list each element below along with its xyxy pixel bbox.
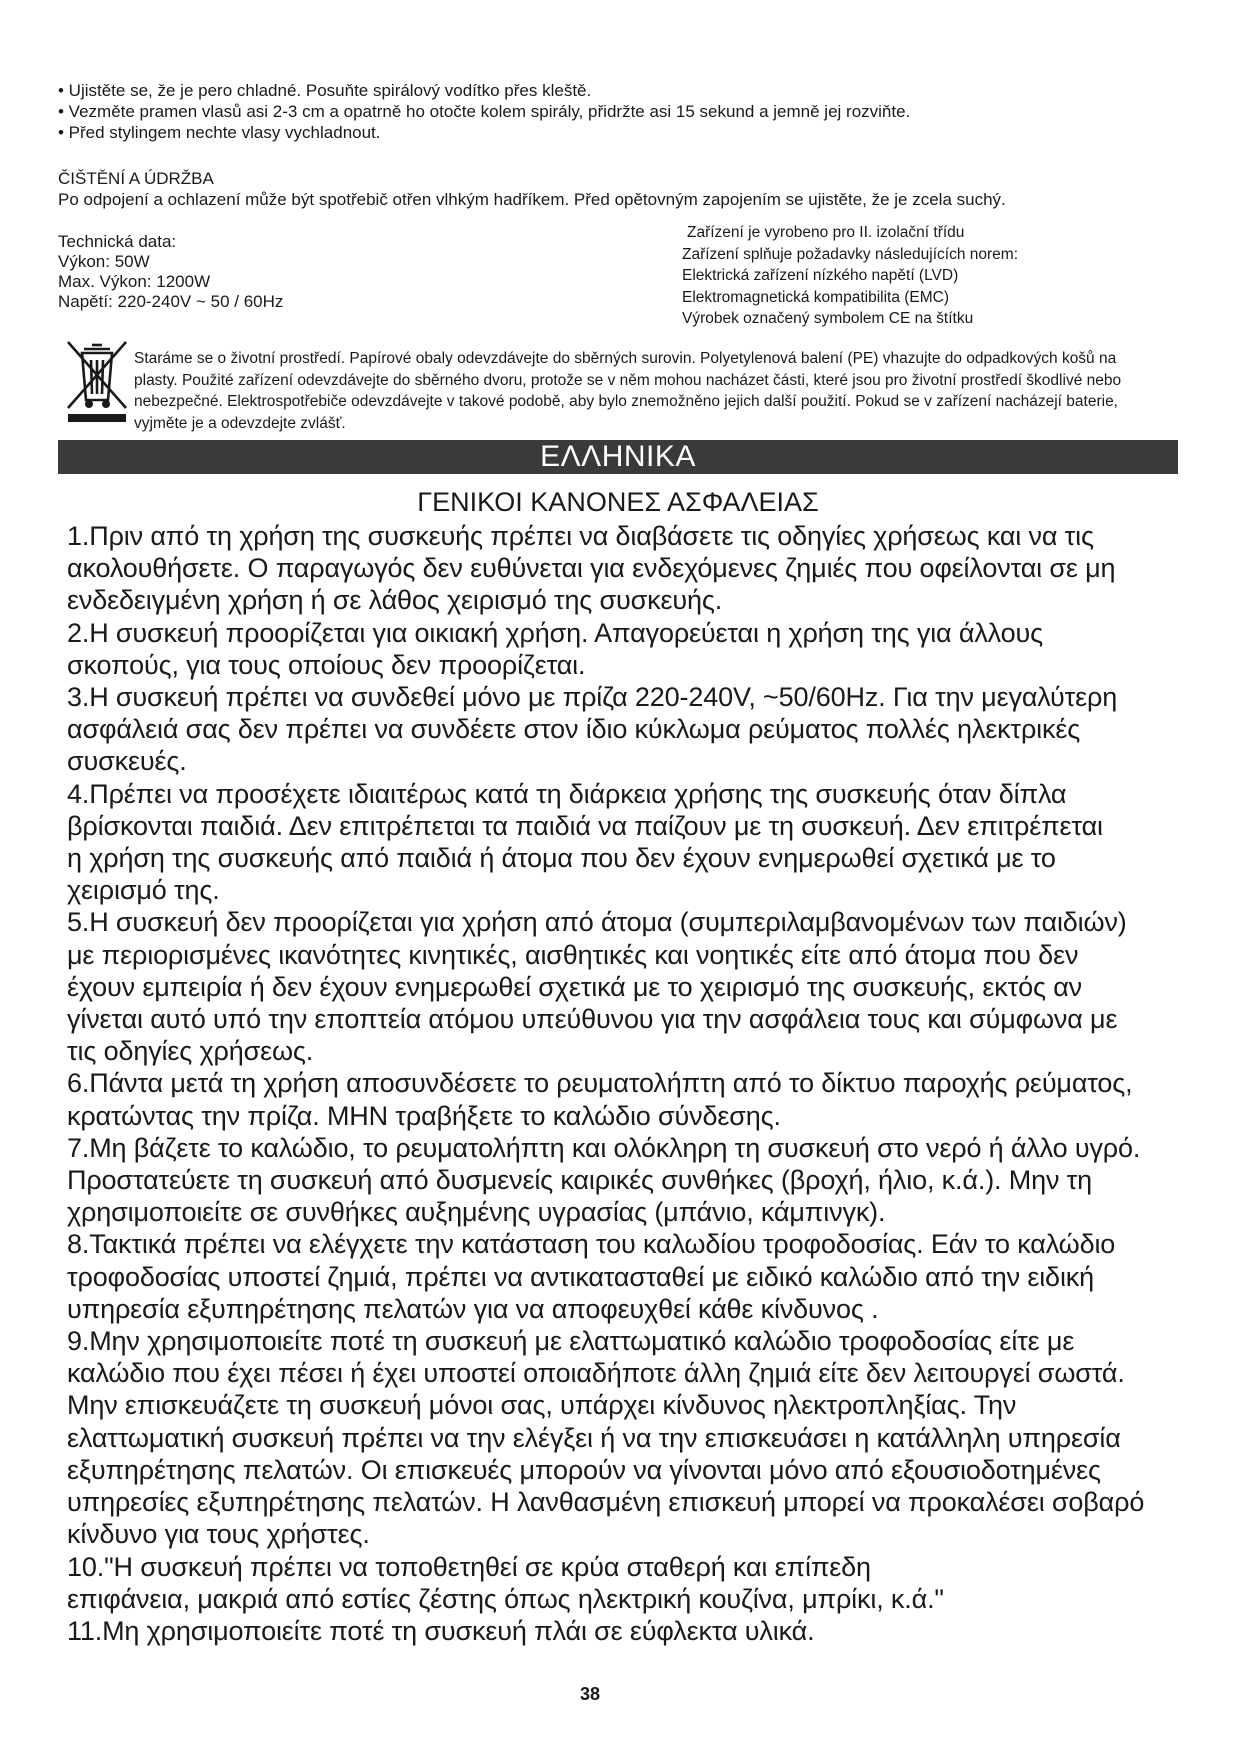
- safety-rule-line: ακολουθήσετε. Ο παραγωγός δεν ευθύνεται για ενδεχόμενες ζημιές που οφείλονται σε μη: [67, 553, 1116, 584]
- safety-rule-line: 7.Μη βάζετε το καλώδιο, το ρευματολήπτη και ολόκληρη τη συσκευή στο νερό ή άλλο υγρό.: [67, 1132, 1141, 1163]
- safety-rule-line: υπηρεσία εξυπηρέτησης πελατών για να αποφευχθεί κάθε κίνδυνος .: [67, 1293, 879, 1324]
- safety-rule-line: ελαττωματική συσκευή πρέπει να την ελέγξει ή να την επισκευάσει η κατάλληλη υπηρεσία: [67, 1422, 1121, 1453]
- safety-rule-line: κίνδυνο για τους χρήστες.: [67, 1519, 370, 1550]
- certification: [682, 222, 1202, 330]
- safety-rule-1: [67, 520, 1197, 617]
- recycling-notice: [58, 340, 1188, 438]
- safety-rule-line: ενδεδειγμένη χρήση ή σε λάθος χειρισμό της συσκευής.: [67, 585, 723, 616]
- safety-rule-line: εξυπηρέτησης πελατών. Οι επισκευές μπορούν να γίνονται μόνο από εξουσιοδοτημένες: [67, 1454, 1101, 1485]
- cleaning-heading: ČIŠTĚNÍ A ÚDRŽBA: [58, 169, 214, 188]
- technical-data: [58, 232, 618, 312]
- safety-rule-9: [67, 1325, 1197, 1550]
- crossed-out-wheelie-bin-icon: [64, 340, 130, 422]
- safety-rule-line: χρησιμοποιείτε σε συνθήκες αυξημένης υγρασίας (μπάνιο, κάμπινγκ).: [67, 1197, 886, 1228]
- safety-rule-line: ασφάλειά σας δεν πρέπει να συνδέετε στον ίδιο κύκλωμα ρεύματος πολλές ηλεκτρικές: [67, 714, 1081, 745]
- certification-line: Zařízení splňuje požadavky následujících norem:: [682, 245, 1019, 263]
- safety-rule-7: [67, 1132, 1197, 1229]
- safety-rule-line: 8.Τακτικά πρέπει να ελέγχετε την κατάσταση του καλωδίου τροφοδοσίας. Εάν το καλώδιο: [67, 1229, 1116, 1260]
- technical-data-heading: Technická data:: [58, 232, 177, 251]
- safety-rule-11: [67, 1615, 1197, 1647]
- section-title: ΓΕΝΙΚΟΙ ΚΑΝΟΝΕΣ ΑΣΦΑΛΕΙΑΣ: [417, 487, 819, 517]
- czech-instructions: [58, 80, 1178, 143]
- safety-rule-line: Μην επισκευάζετε τη συσκευή μόνοι σας, υπάρχει κίνδυνος ηλεκτροπληξίας. Την: [67, 1390, 1017, 1421]
- language-section-bar: ΕΛΛΗΝΙΚΑ: [58, 440, 1178, 474]
- safety-rule-line: γίνεται αυτό υπό την εποπτεία ατόμου υπεύθυνου για την ασφάλεια τους και σύμφωνα με: [67, 1004, 1118, 1035]
- safety-rule-line: τις οδηγίες χρήσεως.: [67, 1036, 314, 1067]
- instruction-line: • Před stylingem nechte vlasy vychladnout.: [58, 123, 381, 142]
- page-number: 38: [579, 1684, 601, 1704]
- safety-rule-3: [67, 681, 1197, 778]
- safety-rule-line: 6.Πάντα μετά τη χρήση αποσυνδέσετε το ρευματολήπτη από το δίκτυο παροχής ρεύματος,: [67, 1068, 1133, 1099]
- safety-rule-line: με περιορισμένες ικανότητες κινητικές, αισθητικές και νοητικές είτε από άτομα που δεν: [67, 939, 1079, 970]
- safety-rule-line: 3.Η συσκευή πρέπει να συνδεθεί μόνο με πρίζα 220-240V, ~50/60Hz. Για την μεγαλύτερη: [67, 682, 1118, 713]
- cleaning-section: [58, 168, 1178, 210]
- safety-rule-line: χειρισμό της.: [67, 875, 220, 906]
- safety-rule-8: [67, 1228, 1197, 1325]
- safety-rule-4: [67, 778, 1197, 907]
- safety-rule-line: τροφοδοσίας υποστεί ζημιά, πρέπει να αντικατασταθεί με ειδικό καλώδιο από την ειδική: [67, 1261, 1095, 1292]
- safety-rule-6: [67, 1067, 1197, 1131]
- certification-line: Elektromagnetická kompatibilita (EMC): [682, 288, 950, 306]
- technical-data-line: Výkon: 50W: [58, 252, 150, 271]
- safety-rule-line: Προστατεύετε τη συσκευή από δυσμενείς καιρικές συνθήκες (βροχή, ήλιο, κ.ά.). Μην τη: [67, 1165, 1093, 1196]
- safety-rule-line: έχουν εμπειρία ή δεν έχουν ενημερωθεί σχετικά με το χειρισμό της συσκευής, εκτός αν: [67, 971, 1083, 1002]
- technical-data-line: Max. Výkon: 1200W: [58, 272, 211, 291]
- safety-rule-line: 9.Μην χρησιμοποιείτε ποτέ τη συσκευή με ελαττωματικό καλώδιο τροφοδοσίας είτε με: [67, 1326, 1075, 1357]
- safety-rule-line: κρατώντας την πρίζα. ΜΗΝ τραβήξετε το καλώδιο σύνδεσης.: [67, 1100, 781, 1131]
- safety-rule-line: 1.Πριν από τη χρήση της συσκευής πρέπει να διαβάσετε τις οδηγίες χρήσεως και να τις: [67, 521, 1094, 551]
- safety-rule-line: 5.Η συσκευή δεν προορίζεται για χρήση από άτομα (συμπεριλαμβανομένων των παιδιών): [67, 907, 1127, 938]
- certification-line: Výrobek označený symbolem CE na štítku: [682, 310, 974, 327]
- safety-rule-line: η χρήση της συσκευής από παιδιά ή άτομα που δεν έχουν ενημερωθεί σχετικά με το: [67, 843, 1056, 874]
- certification-line: Elektrická zařízení nízkého napětí (LVD): [682, 267, 959, 284]
- recycling-line: nebezpečné. Elektrospotřebiče odevzdávejte v takové podobě, aby bylo znemožněno jejich další použití. Pokud se v zařízení nacházejí baterie,: [134, 393, 1118, 410]
- cleaning-text: Po odpojení a ochlazení může být spotřebič otřen vlhkým hadříkem. Před opětovným zapojením se ujistěte, že je zcela suchý.: [58, 190, 1006, 209]
- safety-rule-line: καλώδιο που έχει πέσει ή έχει υποστεί οποιαδήποτε άλλη ζημιά είτε δεν λειτουργεί σωστά.: [67, 1358, 1125, 1389]
- safety-rule-line: σκοπούς, για τους οποίους δεν προορίζεται.: [67, 649, 586, 680]
- safety-rule-line: βρίσκονται παιδιά. Δεν επιτρέπεται τα παιδιά να παίζουν με τη συσκευή. Δεν επιτρέπεται: [67, 810, 1103, 841]
- safety-rule-line: 10."Η συσκευή πρέπει να τοποθετηθεί σε κρύα σταθερή και επίπεδη: [67, 1551, 871, 1582]
- certification-line: Zařízení je vyrobeno pro II. izolační třídu: [687, 224, 965, 241]
- instruction-line: • Vezměte pramen vlasů asi 2-3 cm a opatrně ho otočte kolem spirály, přidržte asi 15 sekund a jemně jej rozviňte.: [58, 102, 911, 121]
- safety-rule-line: επιφάνεια, μακριά από εστίες ζέστης όπως ηλεκτρική κουζίνα, μπρίκι, κ.ά.": [67, 1583, 944, 1614]
- safety-rule-line: 2.Η συσκευή προορίζεται για οικιακή χρήση. Απαγορεύεται η χρήση της για άλλους: [67, 617, 1043, 648]
- instruction-line: • Ujistěte se, že je pero chladné. Posuňte spirálový vodítko přes kleště.: [58, 81, 592, 100]
- recycling-line: plasty. Použité zařízení odevzdávejte do sběrného dvoru, protože se v něm mohou nacházet části, které jsou pro životní prostředí škodlivé nebo: [134, 371, 1122, 389]
- technical-data-line: Napětí: 220-240V ~ 50 / 60Hz: [58, 292, 284, 311]
- safety-rule-10: [67, 1551, 1197, 1615]
- safety-rule-line: 4.Πρέπει να προσέχετε ιδιαιτέρως κατά τη διάρκεια χρήσης της συσκευής όταν δίπλα: [67, 778, 1067, 809]
- recycling-text: [134, 348, 1194, 434]
- recycling-line: vyjměte je a odevzdejte zvlášť.: [134, 414, 346, 432]
- safety-rules-list: [67, 520, 1197, 1647]
- recycling-line: Staráme se o životní prostředí. Papírové obaly odevzdávejte do sběrných surovin. Polyetylenová balení (PE) vhazujte do odpadkových košů na: [134, 350, 1117, 367]
- safety-rule-5: [67, 906, 1197, 1067]
- safety-rule-2: [67, 617, 1197, 681]
- safety-rule-line: 11.Μη χρησιμοποιείτε ποτέ τη συσκευή πλάι σε εύφλεκτα υλικά.: [67, 1615, 815, 1646]
- safety-rule-line: υπηρεσίες εξυπηρέτησης πελατών. Η λανθασμένη επισκευή μπορεί να προκαλέσει σοβαρό: [67, 1487, 1145, 1518]
- safety-rule-line: συσκευές.: [67, 746, 187, 777]
